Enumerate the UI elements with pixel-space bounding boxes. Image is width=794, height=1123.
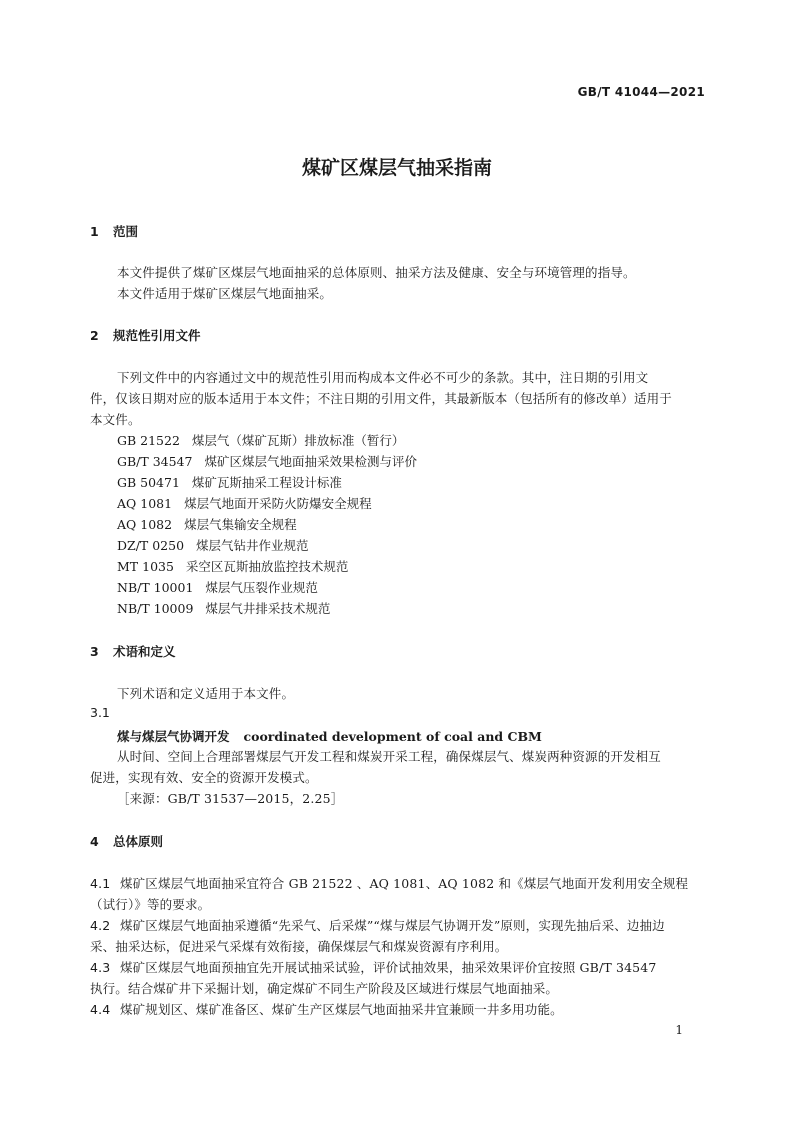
section-2-intro-line-2: 件，仅该日期对应的版本适用于本文件；不注日期的引用文件，其最新版本（包括所有的修改单）适用于 bbox=[90, 391, 672, 406]
section-title: 范围 bbox=[113, 224, 139, 239]
clause-number: 4.2 bbox=[90, 918, 111, 933]
reference-title: 采空区瓦斯抽放监控技术规范 bbox=[185, 559, 349, 574]
reference-code: NB/T 10001 bbox=[117, 580, 194, 595]
reference-title: 煤层气地面开采防火防爆安全规程 bbox=[184, 496, 372, 511]
clause-text: 煤矿区煤层气地面抽采宜符合 GB 21522 、AQ 1081、AQ 1082 和《煤层气地面开发利用安全规程 bbox=[120, 876, 689, 891]
term-heading bbox=[117, 726, 542, 745]
reference-code: AQ 1082 bbox=[117, 517, 173, 532]
section-number: 4 bbox=[90, 834, 99, 849]
reference-item bbox=[117, 599, 330, 617]
reference-title: 煤层气钻井作业规范 bbox=[196, 538, 309, 553]
clause-text: 煤矿区煤层气地面抽采遵循“先采气、后采煤”“煤与煤层气协调开发”原则，实现先抽后采、边抽边 bbox=[120, 918, 665, 933]
reference-title: 煤矿瓦斯抽采工程设计标准 bbox=[191, 475, 342, 490]
reference-item bbox=[117, 494, 372, 512]
section-1-paragraph-1: 本文件提供了煤矿区煤层气地面抽采的总体原则、抽采方法及健康、安全与环境管理的指导。 bbox=[117, 265, 636, 280]
reference-item bbox=[117, 473, 342, 491]
term-source: ［来源：GB/T 31537—2015，2.25］ bbox=[117, 791, 344, 806]
reference-code: DZ/T 0250 bbox=[117, 538, 185, 553]
term-chinese: 煤与煤层气协调开发 bbox=[117, 729, 230, 744]
section-2-intro-line-1: 下列文件中的内容通过文中的规范性引用而构成本文件必不可少的条款。其中，注日期的引用文 bbox=[117, 370, 649, 385]
section-4-heading bbox=[90, 832, 163, 850]
term-number: 3.1 bbox=[90, 705, 110, 720]
reference-item bbox=[117, 452, 417, 470]
clause-number: 4.3 bbox=[90, 960, 111, 975]
clause-text: 煤矿区煤层气地面预抽宜先开展试抽采试验，评价试抽效果，抽采效果评价宜按照 GB/T 34547 bbox=[120, 960, 657, 975]
document-title: 煤矿区煤层气抽采指南 bbox=[301, 157, 492, 179]
reference-title: 煤层气集输安全规程 bbox=[184, 517, 297, 532]
reference-item bbox=[117, 536, 309, 554]
section-1-heading bbox=[90, 222, 138, 240]
section-number: 1 bbox=[90, 224, 99, 239]
section-number: 2 bbox=[90, 328, 99, 343]
page-number: 1 bbox=[675, 1023, 683, 1037]
clause-4-4-line-1 bbox=[90, 1000, 563, 1018]
term-definition-line-1: 从时间、空间上合理部署煤层气开发工程和煤炭开采工程，确保煤层气、煤炭两种资源的开发相互 bbox=[117, 749, 661, 764]
reference-title: 煤层气（煤矿瓦斯）排放标准（暂行） bbox=[191, 433, 405, 448]
section-number: 3 bbox=[90, 644, 99, 659]
clause-4-3-line-1 bbox=[90, 958, 656, 976]
reference-title: 煤层气井排采技术规范 bbox=[205, 601, 331, 616]
reference-code: NB/T 10009 bbox=[117, 601, 194, 616]
clause-number: 4.1 bbox=[90, 876, 111, 891]
clause-4-1-line-1 bbox=[90, 874, 688, 892]
section-1-paragraph-2: 本文件适用于煤矿区煤层气地面抽采。 bbox=[117, 286, 333, 301]
reference-code: GB 50471 bbox=[117, 475, 180, 490]
reference-code: AQ 1081 bbox=[117, 496, 173, 511]
reference-item bbox=[117, 557, 348, 575]
reference-item bbox=[117, 578, 318, 596]
section-2-intro-line-3: 本文件。 bbox=[90, 412, 141, 427]
clause-4-1-line-2: （试行）》等的要求。 bbox=[90, 897, 211, 912]
reference-code: GB/T 34547 bbox=[117, 454, 193, 469]
section-3-heading bbox=[90, 642, 176, 660]
section-2-heading bbox=[90, 326, 201, 344]
clause-number: 4.4 bbox=[90, 1002, 111, 1017]
clause-4-2-line-2: 采、抽采达标，促进采气采煤有效衔接，确保煤层气和煤炭资源有序利用。 bbox=[90, 939, 508, 954]
section-3-intro: 下列术语和定义适用于本文件。 bbox=[117, 686, 295, 701]
reference-code: GB 21522 bbox=[117, 433, 180, 448]
section-title: 术语和定义 bbox=[113, 644, 176, 659]
clause-4-3-line-2: 执行。结合煤矿井下采掘计划，确定煤矿不同生产阶段及区域进行煤层气地面抽采。 bbox=[90, 981, 559, 996]
clause-4-2-line-1 bbox=[90, 916, 665, 934]
term-english: coordinated development of coal and CBM bbox=[243, 729, 542, 744]
reference-code: MT 1035 bbox=[117, 559, 174, 574]
reference-title: 煤层气压裂作业规范 bbox=[205, 580, 318, 595]
reference-item bbox=[117, 431, 404, 449]
term-definition-line-2: 促进，实现有效、安全的资源开发模式。 bbox=[90, 770, 318, 785]
section-title: 规范性引用文件 bbox=[113, 328, 201, 343]
standard-number: GB/T 41044—2021 bbox=[577, 85, 705, 99]
section-title: 总体原则 bbox=[113, 834, 164, 849]
clause-text: 煤矿规划区、煤矿准备区、煤矿生产区煤层气地面抽采井宜兼顾一井多用功能。 bbox=[120, 1002, 563, 1017]
reference-item bbox=[117, 515, 297, 533]
reference-title: 煤矿区煤层气地面抽采效果检测与评价 bbox=[204, 454, 417, 469]
